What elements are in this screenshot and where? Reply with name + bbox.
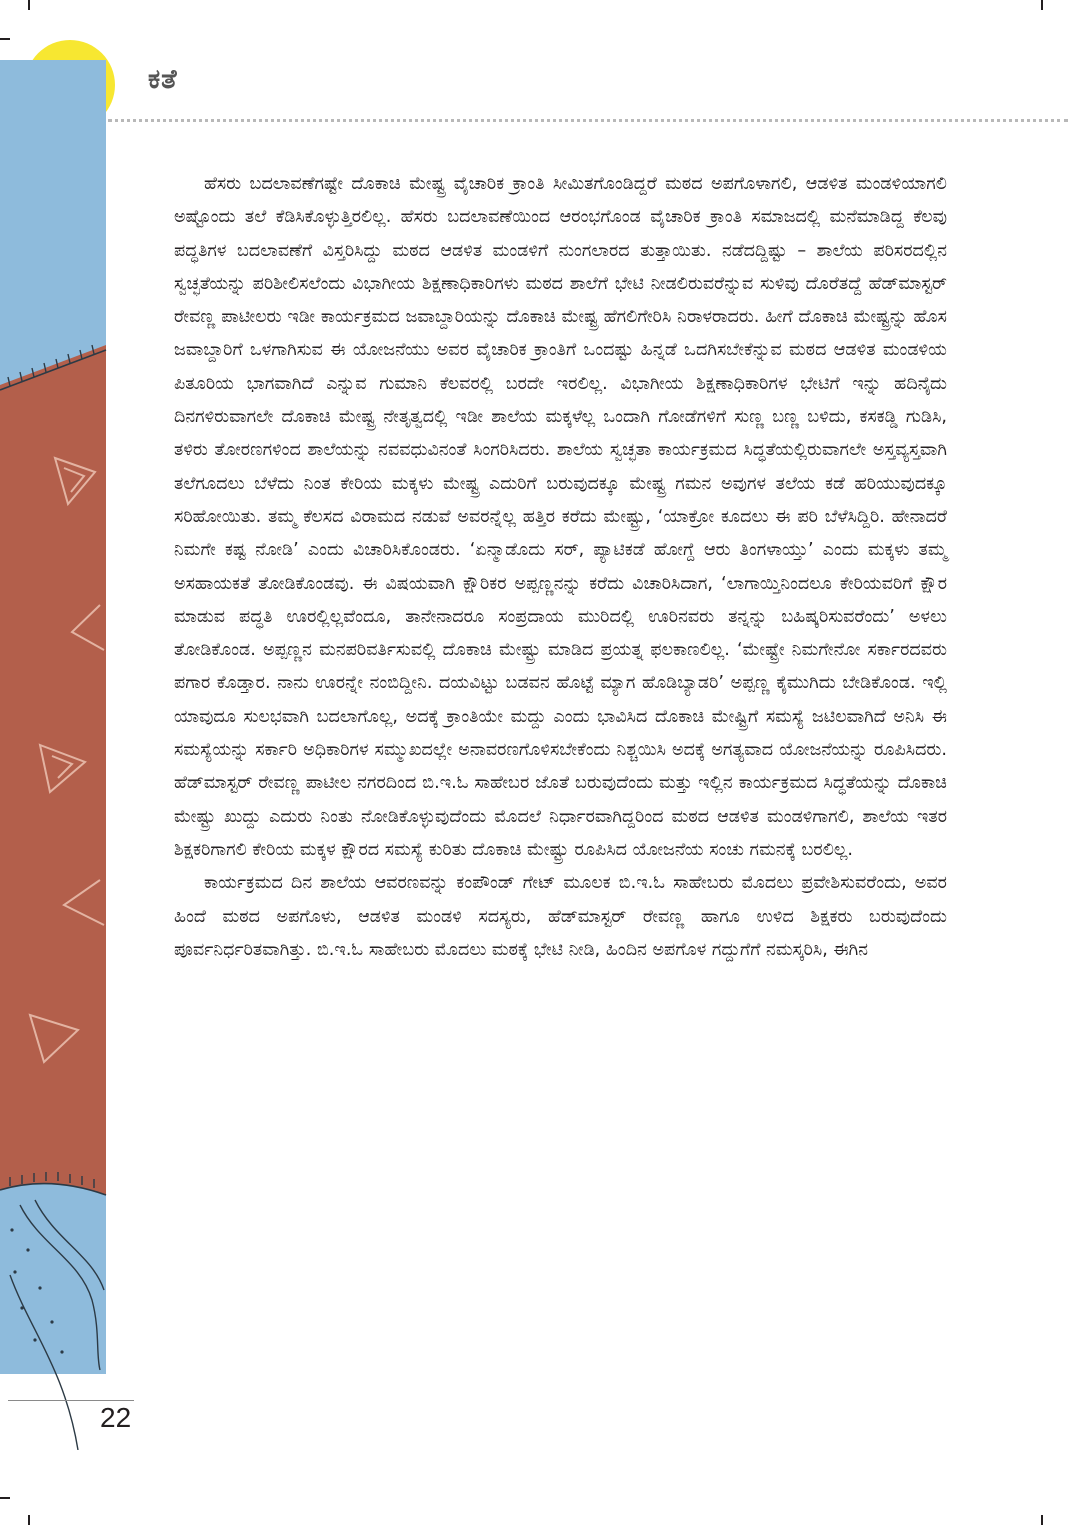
rust-shape-decoration [0, 345, 106, 1195]
page-number-rule [8, 1400, 134, 1401]
crop-mark-top-left [28, 0, 30, 10]
story-body [174, 168, 947, 967]
crop-mark-left-bottom [0, 1497, 10, 1499]
page-number: 22 [100, 1402, 132, 1433]
crop-mark-bottom-left [28, 1515, 30, 1525]
decorative-side-artwork [0, 40, 140, 1450]
header-dotted-rule [108, 119, 1068, 122]
paragraph: ಹೆಸರು ಬದಲಾವಣೆಗಷ್ಟೇ ದೊಕಾಚಿ ಮೇಷ್ಟ್ರ ವೈಚಾರಿಕ ಕ್ರಾಂತಿ ಸೀಮಿತಗೊಂಡಿದ್ದರೆ ಮಠದ ಅಪಗೊಳಾಗಲಿ, ಆಡಳಿತ ಮಂಡಳಿಯಾಗಲಿ ಅಷ್ಟೊಂದು ತಲೆ ಕೆಡಿಸಿಕೊಳ್ಳುತ್ತಿರಲಿಲ್ಲ. ಹೆಸರು ಬದಲಾವಣೆಯಿಂದ ಆರಂಭಗೊಂಡ ವೈಚಾರಿಕ ಕ್ರಾಂತಿ ಸಮಾಜದಲ್ಲಿ ಮನೆಮಾಡಿದ್ದ ಕೆಲವು ಪದ್ಧತಿಗಳ ಬದಲಾವಣೆಗೆ ವಿಸ್ತರಿಸಿದ್ದು ಮಠದ ಆಡಳಿತ ಮಂಡಳಿಗೆ ನುಂಗಲಾರದ ತುತ್ತಾಯಿತು. ನಡೆದದ್ದಿಷ್ಟು – ಶಾಲೆಯ ಪರಿಸರದಲ್ಲಿನ ಸ್ವಚ್ಛತೆಯನ್ನು ಪರಿಶೀಲಿಸಲೆಂದು ವಿಭಾಗೀಯ ಶಿಕ್ಷಣಾಧಿಕಾರಿಗಳು ಮಠದ ಶಾಲೆಗೆ ಭೇಟಿ ನೀಡಲಿರುವರೆನ್ನುವ ಸುಳಿವು ದೊರೆತದ್ದೆ ಹೆಡ್‌ಮಾಸ್ಟರ್ ರೇವಣ್ಣ ಪಾಟೀಲರು ಇಡೀ ಕಾರ್ಯಕ್ರಮದ ಜವಾಬ್ದಾರಿಯನ್ನು ದೊಕಾಚಿ ಮೇಷ್ಟ್ರ ಹೆಗಲಿಗೇರಿಸಿ ನಿರಾಳರಾದರು. ಹೀಗೆ ದೊಕಾಚಿ ಮೇಷ್ಟ್ರನ್ನು ಹೊಸ ಜವಾಬ್ದಾರಿಗೆ ಒಳಗಾಗಿಸುವ ಈ ಯೋಜನೆಯು ಅವರ ವೈಚಾರಿಕ ಕ್ರಾಂತಿಗೆ ಒಂದಷ್ಟು ಹಿನ್ನಡೆ ಒದಗಿಸಬೇಕೆನ್ನುವ ಮಠದ ಆಡಳಿತ ಮಂಡಳಿಯ ಪಿತೂರಿಯ ಭಾಗವಾಗಿದೆ ಎನ್ನುವ ಗುಮಾನಿ ಕೆಲವರಲ್ಲಿ ಬರದೇ ಇರಲಿಲ್ಲ. ವಿಭಾಗೀಯ ಶಿಕ್ಷಣಾಧಿಕಾರಿಗಳ ಭೇಟಿಗೆ ಇನ್ನು ಹದಿನೈದು ದಿನಗಳಿರುವಾಗಲೇ ದೊಕಾಚಿ ಮೇಷ್ಟ್ರ ನೇತೃತ್ವದಲ್ಲಿ ಇಡೀ ಶಾಲೆಯ ಮಕ್ಕಳೆಲ್ಲ ಒಂದಾಗಿ ಗೋಡೆಗಳಿಗೆ ಸುಣ್ಣ ಬಣ್ಣ ಬಳಿದು, ಕಸಕಡ್ಡಿ ಗುಡಿಸಿ, ತಳಿರು ತೋರಣಗಳಿಂದ ಶಾಲೆಯನ್ನು ನವವಧುವಿನಂತೆ ಸಿಂಗರಿಸಿದರು. ಶಾಲೆಯ ಸ್ವಚ್ಛತಾ ಕಾರ್ಯಕ್ರಮದ ಸಿದ್ಧತೆಯಲ್ಲಿರುವಾಗಲೇ ಅಸ್ತವ್ಯಸ್ತವಾಗಿ ತಲೆಗೂದಲು ಬೆಳೆದು ನಿಂತ ಕೇರಿಯ ಮಕ್ಕಳು ಮೇಷ್ಟ್ರ ಎದುರಿಗೆ ಬರುವುದಕ್ಕೂ ಮೇಷ್ಟ್ರ ಗಮನ ಅವುಗಳ ತಲೆಯ ಕಡೆ ಹರಿಯುವುದಕ್ಕೂ ಸರಿಹೋಯಿತು. ತಮ್ಮ ಕೆಲಸದ ವಿರಾಮದ ನಡುವೆ ಅವರನ್ನೆಲ್ಲ ಹತ್ತಿರ ಕರೆದು ಮೇಷ್ಟ್ರು, ‘ಯಾಕ್ರೋ ಕೂದಲು ಈ ಪರಿ ಬೆಳೆಸಿದ್ದಿರಿ. ಹೇನಾದರೆ ನಿಮಗೇ ಕಷ್ಟ ನೋಡಿ’ ಎಂದು ವಿಚಾರಿಸಿಕೊಂಡರು. ‘ಏನ್ಮಾಡೊದು ಸರ್, ಪ್ಯಾಟಿಕಡೆ ಹೋಗ್ದೆ ಆರು ತಿಂಗಳಾಯ್ತು’ ಎಂದು ಮಕ್ಕಳು ತಮ್ಮ ಅಸಹಾಯಕತೆ ತೋಡಿಕೊಂಡವು. ಈ ವಿಷಯವಾಗಿ ಕ್ಷೌರಿಕರ ಅಪ್ಪಣ್ಣನನ್ನು ಕರೆದು ವಿಚಾರಿಸಿದಾಗ, ‘ಲಾಗಾಯ್ತಿನಿಂದಲೂ ಕೇರಿಯವರಿಗೆ ಕ್ಷೌರ ಮಾಡುವ ಪದ್ಧತಿ ಊರಲ್ಲಿಲ್ಲವೆಂದೂ, ತಾನೇನಾದರೂ ಸಂಪ್ರದಾಯ ಮುರಿದಲ್ಲಿ ಊರಿನವರು ತನ್ನನ್ನು ಬಹಿಷ್ಕರಿಸುವರೆಂದು’ ಅಳಲು ತೋಡಿಕೊಂಡ. ಅಪ್ಪಣ್ಣನ ಮನಪರಿವರ್ತಿಸುವಲ್ಲಿ ದೊಕಾಚಿ ಮೇಷ್ಟ್ರು ಮಾಡಿದ ಪ್ರಯತ್ನ ಫಲಕಾಣಲಿಲ್ಲ. ‘ಮೇಷ್ಟ್ರೇ ನಿಮಗೇನೋ ಸರ್ಕಾರದವರು ಪಗಾರ ಕೊಡ್ತಾರ. ನಾನು ಊರನ್ನೇ ನಂಬಿದ್ದೀನಿ. ದಯವಿಟ್ಟು ಬಡವನ ಹೊಟ್ಟೆ ಮ್ಯಾಗ ಹೊಡಿಬ್ಯಾಡರಿ’ ಅಪ್ಪಣ್ಣ ಕೈಮುಗಿದು ಬೇಡಿಕೊಂಡ. ಇಲ್ಲಿ ಯಾವುದೂ ಸುಲಭವಾಗಿ ಬದಲಾಗೊಲ್ಲ, ಅದಕ್ಕೆ ಕ್ರಾಂತಿಯೇ ಮದ್ದು ಎಂದು ಭಾವಿಸಿದ ದೊಕಾಚಿ ಮೇಷ್ಟ್ರಿಗೆ ಸಮಸ್ಯೆ ಜಟಿಲವಾಗಿದೆ ಅನಿಸಿ ಈ ಸಮಸ್ಯೆಯನ್ನು ಸರ್ಕಾರಿ ಅಧಿಕಾರಿಗಳ ಸಮ್ಮುಖದಲ್ಲೇ ಅನಾವರಣಗೊಳಿಸಬೇಕೆಂದು ನಿಶ್ಚಯಿಸಿ ಅದಕ್ಕೆ ಅಗತ್ಯವಾದ ಯೋಜನೆಯನ್ನು ರೂಪಿಸಿದರು. ಹೆಡ್‌ಮಾಸ್ಟರ್ ರೇವಣ್ಣ ಪಾಟೀಲ ನಗರದಿಂದ ಬಿ.ಇ.ಓ ಸಾಹೇಬರ ಜೊತೆ ಬರುವುದೆಂದು ಮತ್ತು ಇಲ್ಲಿನ ಕಾರ್ಯಕ್ರಮದ ಸಿದ್ಧತೆಯನ್ನು ದೊಕಾಚಿ ಮೇಷ್ಟ್ರು ಖುದ್ದು ಎದುರು ನಿಂತು ನೋಡಿಕೊಳ್ಳುವುದೆಂದು ಮೊದಲೆ ನಿರ್ಧಾರವಾಗಿದ್ದರಿಂದ ಮಠದ ಆಡಳಿತ ಮಂಡಳಿಗಾಗಲಿ, ಶಾಲೆಯ ಇತರ ಶಿಕ್ಷಕರಿಗಾಗಲಿ ಕೇರಿಯ ಮಕ್ಕಳ ಕ್ಷೌರದ ಸಮಸ್ಯೆ ಕುರಿತು ದೊಕಾಚಿ ಮೇಷ್ಟ್ರು ರೂಪಿಸಿದ ಯೋಜನೆಯ ಸಂಚು ಗಮನಕ್ಕೆ ಬರಲಿಲ್ಲ. [174, 174, 947, 860]
section-label: ಕತೆ [148, 64, 178, 95]
paragraph: ಕಾರ್ಯಕ್ರಮದ ದಿನ ಶಾಲೆಯ ಆವರಣವನ್ನು ಕಂಪೌಂಡ್ ಗೇಟ್ ಮೂಲಕ ಬಿ.ಇ.ಓ ಸಾಹೇಬರು ಮೊದಲು ಪ್ರವೇಶಿಸುವರೆಂದು, ಅವರ ಹಿಂದೆ ಮಠದ ಅಪಗೊಳು, ಆಡಳಿತ ಮಂಡಳಿ ಸದಸ್ಯರು, ಹೆಡ್‌ಮಾಸ್ಟರ್ ರೇವಣ್ಣ ಹಾಗೂ ಉಳಿದ ಶಿಕ್ಷಕರು ಬರುವುದೆಂದು ಪೂರ್ವನಿರ್ಧರಿತವಾಗಿತ್ತು. ಬಿ.ಇ.ಓ ಸಾಹೇಬರು ಮೊದಲು ಮಠಕ್ಕೆ ಭೇಟಿ ನೀಡಿ, ಹಿಂದಿನ ಅಪಗೊಳ ಗದ್ದುಗೆಗೆ ನಮಸ್ಕರಿಸಿ, ಈಗಿನ [174, 873, 947, 960]
crop-mark-top-right [1041, 0, 1043, 10]
crop-mark-bottom-right [1041, 1515, 1043, 1525]
